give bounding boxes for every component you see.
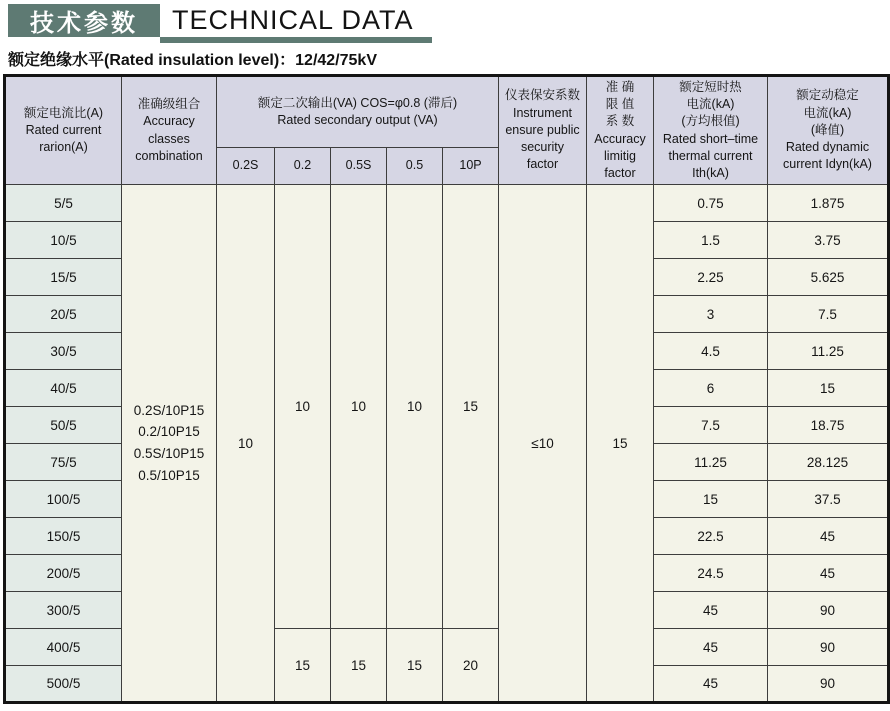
cell-idyn: 28.125	[768, 444, 889, 481]
header-line: 准 确	[605, 79, 635, 94]
header-line: current Idyn(kA)	[783, 157, 872, 172]
cell-output-0-2s: 10	[217, 185, 275, 703]
cell-accuracy-combination	[122, 185, 217, 703]
cell-output-0-2-lower: 15	[275, 629, 331, 703]
header-class-10p: 10P	[443, 148, 499, 185]
header-line: 额定电流比(A)	[23, 105, 104, 120]
header-line: security	[520, 140, 565, 155]
cell-idyn: 7.5	[768, 296, 889, 333]
header-row-group	[5, 76, 889, 148]
header-rated-short-time-thermal-current	[654, 76, 768, 185]
table-row	[5, 185, 889, 222]
cell-ratio: 400/5	[5, 629, 122, 666]
header-line: limitig	[604, 148, 636, 163]
header-class-0-2s: 0.2S	[217, 148, 275, 185]
header-line: combination	[135, 148, 203, 163]
cell-security-factor: ≤10	[499, 185, 587, 703]
header-line: 额定二次输出(VA) COS=φ0.8 (滞后)	[257, 95, 458, 110]
header-line: 额定动稳定	[796, 88, 859, 103]
cell-idyn: 5.625	[768, 259, 889, 296]
cell-idyn: 15	[768, 370, 889, 407]
title-underline-bar	[160, 37, 432, 43]
header-line: 仪表保安系数	[504, 88, 580, 103]
cell-output-0-5s-upper: 10	[331, 185, 387, 629]
rated-insulation-level: 额定绝缘水平(Rated insulation level)：12/42/75kV	[8, 52, 377, 69]
cell-ith: 45	[654, 666, 768, 703]
cell-ith: 4.5	[654, 333, 768, 370]
cell-ratio: 20/5	[5, 296, 122, 333]
cell-ratio: 10/5	[5, 222, 122, 259]
combo-line: 0.5S/10P15	[133, 446, 205, 461]
cell-ratio: 300/5	[5, 592, 122, 629]
header-line: Rated secondary output (VA)	[277, 113, 438, 127]
cell-idyn: 45	[768, 518, 889, 555]
header-line: Accuracy	[594, 131, 646, 146]
header-class-0-5s: 0.5S	[331, 148, 387, 185]
header-rated-dynamic-current	[768, 76, 889, 185]
cell-ith: 45	[654, 592, 768, 629]
header-rated-secondary-output	[217, 76, 499, 148]
header-line: classes	[148, 131, 190, 146]
cell-ratio: 500/5	[5, 666, 122, 703]
section-title-cn	[8, 4, 160, 37]
cell-output-10p-upper: 15	[443, 185, 499, 629]
section-title-en: TECHNICAL DATA	[172, 5, 414, 35]
cell-output-0-5-lower: 15	[387, 629, 443, 703]
header-line: Rated current	[25, 122, 102, 137]
cell-ratio: 15/5	[5, 259, 122, 296]
header-line: Instrument	[512, 105, 573, 120]
header-line: Rated dynamic	[785, 140, 870, 155]
cell-accuracy-limit-factor: 15	[587, 185, 654, 703]
header-line: 限 值	[605, 97, 635, 111]
header-line: Ith(kA)	[692, 166, 729, 180]
cell-output-10p-lower: 20	[443, 629, 499, 703]
header-accuracy-classes-combination	[122, 76, 217, 185]
cell-ratio: 150/5	[5, 518, 122, 555]
cell-ith: 6	[654, 370, 768, 407]
header-line: rarion(A)	[39, 140, 88, 155]
header-line: factor	[604, 166, 636, 180]
technical-data-table	[3, 74, 890, 704]
cell-idyn: 11.25	[768, 333, 889, 370]
cell-idyn: 37.5	[768, 481, 889, 518]
cell-ratio: 5/5	[5, 185, 122, 222]
cell-ith: 7.5	[654, 407, 768, 444]
header-line: 额定短时热	[679, 79, 742, 94]
cell-idyn: 90	[768, 629, 889, 666]
cell-output-0-2-upper: 10	[275, 185, 331, 629]
header-accuracy-limit-factor	[587, 76, 654, 185]
combo-line: 0.5/10P15	[138, 467, 200, 483]
cell-idyn: 18.75	[768, 407, 889, 444]
cell-idyn: 90	[768, 666, 889, 703]
header-line: 电流(kA)	[803, 105, 852, 120]
cell-ith: 22.5	[654, 518, 768, 555]
cell-output-0-5s-lower: 15	[331, 629, 387, 703]
header-line: (方均根值)	[681, 114, 740, 129]
cell-ratio: 40/5	[5, 370, 122, 407]
header-line: thermal current	[668, 148, 753, 163]
header-class-0-2: 0.2	[275, 148, 331, 185]
header-line: 电流(kA)	[686, 97, 735, 111]
cell-ith: 45	[654, 629, 768, 666]
header-line: (峰值)	[810, 122, 845, 137]
cell-idyn: 90	[768, 592, 889, 629]
combo-line: 0.2/10P15	[138, 424, 200, 440]
cell-ratio: 30/5	[5, 333, 122, 370]
cell-ith: 1.5	[654, 222, 768, 259]
cell-ith: 0.75	[654, 185, 768, 222]
header-instrument-security-factor	[499, 76, 587, 185]
header-class-0-5: 0.5	[387, 148, 443, 185]
header-line: 准确级组合	[137, 97, 201, 111]
cell-ratio: 100/5	[5, 481, 122, 518]
header-rated-current-ratio	[5, 76, 122, 185]
cell-idyn: 45	[768, 555, 889, 592]
cell-ratio: 50/5	[5, 407, 122, 444]
cell-ith: 3	[654, 296, 768, 333]
combo-line: 0.2S/10P15	[133, 402, 205, 418]
cell-ith: 15	[654, 481, 768, 518]
cell-output-0-5-upper: 10	[387, 185, 443, 629]
header-line: Accuracy	[143, 114, 195, 129]
cell-ith: 24.5	[654, 555, 768, 592]
cell-ith: 2.25	[654, 259, 768, 296]
header-line: ensure public	[505, 122, 580, 137]
cell-idyn: 3.75	[768, 222, 889, 259]
cell-idyn: 1.875	[768, 185, 889, 222]
header-line: 系 数	[605, 114, 635, 129]
cell-ith: 11.25	[654, 444, 768, 481]
header-line: factor	[526, 157, 559, 172]
cell-ratio: 200/5	[5, 555, 122, 592]
cell-ratio: 75/5	[5, 444, 122, 481]
header-line: Rated short–time	[662, 131, 759, 146]
section-title-cn-text: 技术参数	[30, 10, 138, 37]
